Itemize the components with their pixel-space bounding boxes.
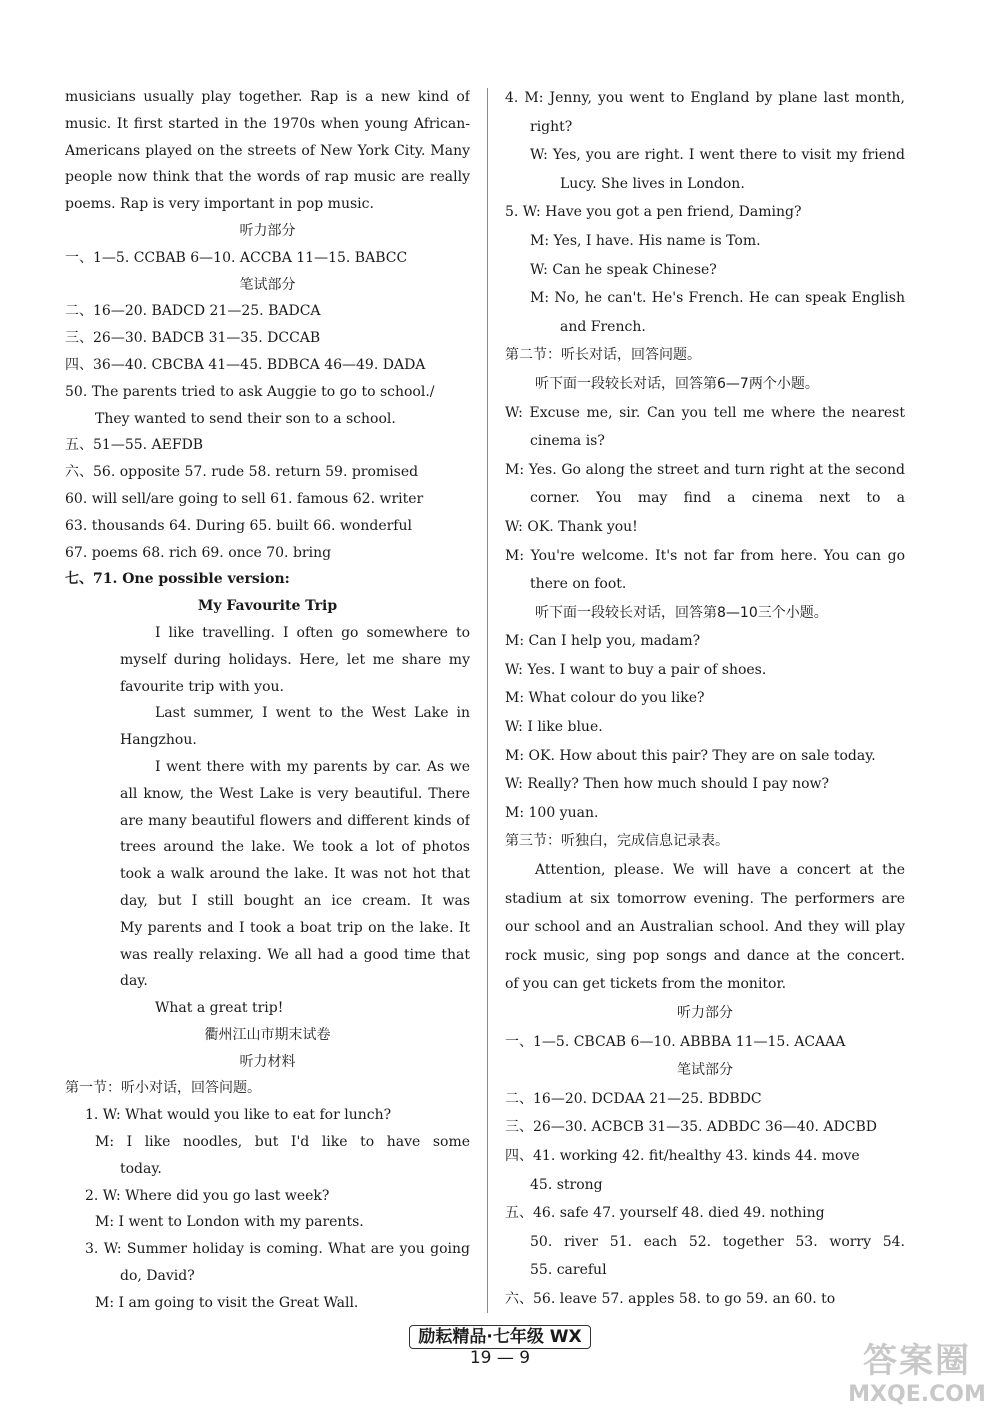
text-line: I went there with my parents by car. As we bbox=[155, 758, 470, 775]
text-line: 4. M: Jenny, you went to England by plane last month, bbox=[505, 90, 905, 106]
text-line: W: I like blue. bbox=[505, 719, 603, 736]
text-line: 一、1—5. CCBAB 6—10. ACCBA 11—15. BABCC bbox=[65, 249, 408, 266]
text-line: cinema is? bbox=[530, 433, 605, 450]
text-line: 三、26—30. ACBCB 31—35. ADBDC 36—40. ADCBD bbox=[505, 1119, 877, 1136]
text-line: 六、56. leave 57. apples 58. to go 59. an 60. to bbox=[505, 1290, 836, 1307]
text-line: 一、1—5. CBCAB 6—10. ABBBA 11—15. ACAAA bbox=[505, 1033, 846, 1050]
text-line: rock music, sing pop songs and dance at the concert. bbox=[505, 947, 905, 964]
text-line: M: Yes. Go along the street and turn right at the second bbox=[505, 461, 905, 478]
text-line: 听力材料 bbox=[239, 1053, 296, 1070]
text-line: 六、56. opposite 57. rude 58. return 59. promised bbox=[65, 464, 419, 481]
text-line: M: No, he can't. He's French. He can speak English bbox=[530, 290, 905, 307]
text-line: day, but I still bought an ice cream. It was bbox=[120, 892, 470, 909]
text-line: M: OK. How about this pair? They are on sale today. bbox=[505, 747, 876, 764]
page-number: 19 — 9 bbox=[469, 1348, 531, 1368]
text-line: 二、16—20. BADCD 21—25. BADCA bbox=[65, 303, 321, 320]
text-line: 2. W: Where did you go last week? bbox=[85, 1187, 330, 1204]
text-line: 60. will sell/are going to sell 61. famous 62. writer bbox=[65, 490, 424, 507]
text-line: Hangzhou. bbox=[120, 732, 197, 749]
text-line: W: OK. Thank you! bbox=[505, 518, 638, 535]
text-line: M: I am going to visit the Great Wall. bbox=[95, 1294, 359, 1311]
text-line: 45. strong bbox=[530, 1176, 603, 1193]
text-line: Attention, please. We will have a concert at the bbox=[535, 862, 905, 879]
text-line: favourite trip with you. bbox=[120, 678, 284, 695]
text-line: day. bbox=[120, 973, 148, 990]
text-line: 3. W: Summer holiday is coming. What are you going bbox=[85, 1241, 470, 1258]
text-line: M: You're welcome. It's not far from here. You can go bbox=[505, 547, 905, 564]
text-line: M: Yes, I have. His name is Tom. bbox=[530, 232, 761, 249]
text-line: I like travelling. I often go somewhere to bbox=[155, 624, 470, 641]
text-line: 五、46. safe 47. yourself 48. died 49. nothing bbox=[505, 1205, 825, 1222]
text-line: people now think that the words of rap music are really bbox=[65, 169, 470, 186]
text-line: of you can get tickets from the monitor. bbox=[505, 976, 787, 993]
brand-label: 励耘精品·七年级 WX bbox=[409, 1325, 590, 1349]
text-line: trees around the lake. We took a lot of photos bbox=[120, 839, 470, 856]
text-line: 第三节：听独白，完成信息记录表。 bbox=[505, 833, 729, 850]
text-line: W: Really? Then how much should I pay now? bbox=[505, 776, 830, 793]
text-line: 听下面一段较长对话，回答第6—7两个小题。 bbox=[535, 375, 819, 392]
watermark-logo bbox=[842, 1333, 992, 1405]
text-line: M: I went to London with my parents. bbox=[95, 1214, 364, 1231]
text-line: are many beautiful flowers and different kinds of bbox=[120, 812, 470, 829]
text-line: Americans played on the streets of New York City. Many bbox=[65, 142, 470, 159]
text-line: 听下面一段较长对话，回答第8—10三个小题。 bbox=[535, 604, 828, 621]
text-line: 1. W: What would you like to eat for lunch? bbox=[85, 1107, 392, 1124]
text-line: Lucy. She lives in London. bbox=[560, 175, 745, 192]
text-line: our school and an Australian school. And they will play bbox=[505, 919, 905, 936]
text-line: 笔试部分 bbox=[677, 1062, 733, 1079]
text-line: 63. thousands 64. During 65. built 66. wonderful bbox=[65, 517, 412, 534]
text-line: W: Yes. I want to buy a pair of shoes. bbox=[505, 661, 767, 678]
text-line: W: Excuse me, sir. Can you tell me where the nearest bbox=[505, 404, 905, 421]
text-line: 5. W: Have you got a pen friend, Daming? bbox=[505, 204, 802, 221]
text-line: 四、36—40. CBCBA 41—45. BDBCA 46—49. DADA bbox=[65, 356, 426, 373]
text-line: 三、26—30. BADCB 31—35. DCCAB bbox=[65, 330, 321, 347]
text-line: M: What colour do you like? bbox=[505, 690, 705, 707]
watermark-bottom: MXQE.COM bbox=[848, 1382, 986, 1407]
text-line: musicians usually play together. Rap is a new kind of bbox=[65, 89, 470, 105]
text-line: They wanted to send their son to a school. bbox=[95, 410, 396, 427]
text-line: took a walk around the lake. It was not hot that bbox=[120, 866, 470, 883]
text-line: M: Can I help you, madam? bbox=[505, 633, 701, 650]
text-line: W: Yes, you are right. I went there to visit my friend bbox=[530, 147, 905, 164]
text-line: music. It first started in the 1970s when young African- bbox=[65, 115, 470, 132]
text-line: 50. The parents tried to ask Auggie to go to school./ bbox=[65, 383, 435, 400]
text-line: 听力部分 bbox=[677, 1005, 733, 1021]
text-line: 衢州江山市期末试卷 bbox=[204, 1026, 331, 1043]
text-line: corner. You may find a cinema next to a bbox=[530, 490, 905, 507]
text-line: myself during holidays. Here, let me share my bbox=[120, 651, 470, 668]
text-line: all know, the West Lake is very beautiful. There bbox=[120, 785, 470, 802]
text-line: 五、51—55. AEFDB bbox=[65, 437, 204, 454]
text-line: was really relaxing. We all had a good time that bbox=[120, 946, 470, 963]
text-line: poems. Rap is very important in pop music. bbox=[65, 196, 374, 213]
text-line: 笔试部分 bbox=[239, 276, 296, 293]
text-line: 第二节：听长对话，回答问题。 bbox=[505, 347, 701, 364]
text-line: W: Can he speak Chinese? bbox=[530, 261, 717, 278]
text-line: M: 100 yuan. bbox=[505, 804, 599, 821]
text-line: Last summer, I went to the West Lake in bbox=[155, 705, 470, 722]
watermark-top: 答案圈 bbox=[863, 1341, 971, 1381]
text-line: 55. careful bbox=[530, 1262, 607, 1279]
text-line: 四、41. working 42. fit/healthy 43. kinds 44. move bbox=[505, 1147, 860, 1164]
text-line: 67. poems 68. rich 69. once 70. bring bbox=[65, 544, 332, 561]
text-line: 50. river 51. each 52. together 53. worry 54. bbox=[530, 1233, 905, 1250]
text-line: and French. bbox=[560, 318, 646, 335]
text-line: My parents and I took a boat trip on the lake. It bbox=[120, 919, 470, 936]
left-column bbox=[65, 84, 470, 1317]
text-line: 第一节：听小对话，回答问题。 bbox=[65, 1080, 261, 1097]
text-line: M: I like noodles, but I'd like to have some bbox=[95, 1134, 470, 1151]
text-line: 听力部分 bbox=[239, 222, 296, 239]
text-line: right? bbox=[530, 118, 573, 135]
text-line: 七、71. One possible version: bbox=[65, 571, 290, 588]
text-line: 二、16—20. DCDAA 21—25. BDBDC bbox=[505, 1090, 762, 1107]
text-line: do, David? bbox=[120, 1268, 195, 1285]
text-line: there on foot. bbox=[530, 576, 627, 593]
right-column bbox=[505, 84, 905, 1314]
text-line: today. bbox=[120, 1160, 162, 1177]
text-line: What a great trip! bbox=[155, 1000, 284, 1017]
text-line: My Favourite Trip bbox=[197, 598, 338, 615]
column-divider bbox=[487, 88, 488, 1313]
text-line: stadium at six tomorrow evening. The performers are bbox=[505, 890, 905, 907]
